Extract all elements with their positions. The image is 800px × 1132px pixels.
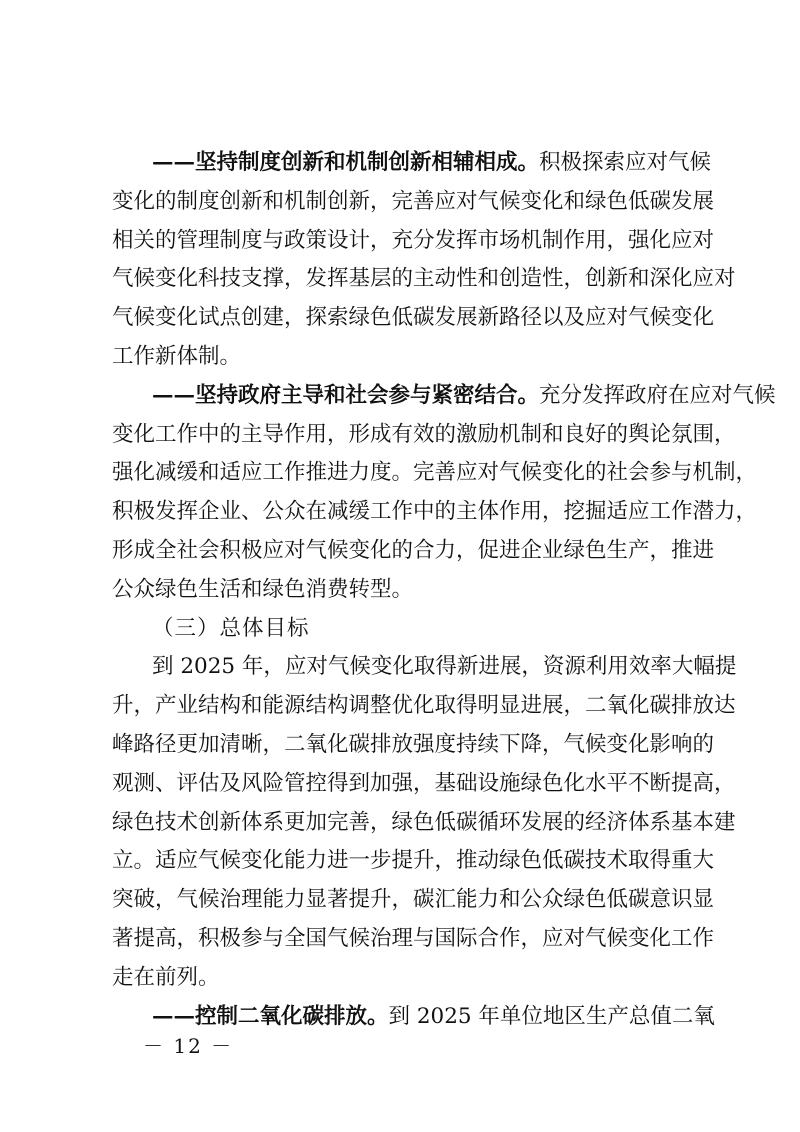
paragraph-line: 积极发挥企业、公众在减缓工作中的主体作用，挖掘适应工作潜力， xyxy=(112,499,758,525)
paragraph-line: 突破，气候治理能力显著提升，碳汇能力和公众绿色低碳意识显 xyxy=(112,887,715,913)
paragraph-line: 气候变化科技支撑，发挥基层的主动性和创造性，创新和深化应对 xyxy=(112,266,736,292)
paragraph-line: 气候变化试点创建，探索绿色低碳发展新路径以及应对气候变化 xyxy=(112,305,715,331)
paragraph-line: 升，产业结构和能源结构调整优化取得明显进展，二氧化碳排放达 xyxy=(112,693,736,719)
paragraph-line xyxy=(112,377,776,416)
paragraph-line: 变化的制度创新和机制创新，完善应对气候变化和绿色低碳发展 xyxy=(112,188,715,214)
paragraph-text: 到 2025 年单位地区生产总值二氧 xyxy=(388,1003,715,1029)
paragraph-line: 公众绿色生活和绿色消费转型。 xyxy=(112,576,414,602)
paragraph-line: 峰路径更加清晰，二氧化碳排放强度持续下降，气候变化影响的 xyxy=(112,731,715,757)
paragraph-line: 变化工作中的主导作用，形成有效的激励机制和良好的舆论氛围， xyxy=(112,421,736,447)
principle-heading: ——坚持政府主导和社会参与紧密结合。 xyxy=(152,382,540,408)
paragraph-line: 工作新体制。 xyxy=(112,343,242,369)
paragraph-line: 形成全社会积极应对气候变化的合力，促进企业绿色生产，推进 xyxy=(112,537,715,563)
document-body xyxy=(112,144,776,1036)
paragraph-line: 强化减缓和适应工作推进力度。完善应对气候变化的社会参与机制， xyxy=(112,460,758,486)
paragraph-line: 到 2025 年，应对气候变化取得新进展，资源利用效率大幅提 xyxy=(152,654,737,680)
paragraph-line xyxy=(112,144,712,183)
paragraph-line: 著提高，积极参与全国气候治理与国际合作，应对气候变化工作 xyxy=(112,925,715,951)
paragraph-line: 立。适应气候变化能力进一步提升，推动绿色低碳技术取得重大 xyxy=(112,848,715,874)
paragraph-text: 积极探索应对气候 xyxy=(539,150,712,175)
paragraph-line: 绿色技术创新体系更加完善，绿色低碳循环发展的经济体系基本建 xyxy=(112,809,736,835)
section-heading: （三）总体目标 xyxy=(152,615,310,641)
paragraph-line: 观测、评估及风险管控得到加强，基础设施绿色化水平不断提高， xyxy=(112,770,736,796)
page-number: － 12 － xyxy=(143,1034,234,1058)
paragraph-line: 相关的管理制度与政策设计，充分发挥市场机制作用，强化应对 xyxy=(112,227,715,253)
paragraph-line: 走在前列。 xyxy=(112,964,220,990)
principle-heading: ——坚持制度创新和机制创新相辅相成。 xyxy=(152,150,540,175)
paragraph-text: 充分发挥政府在应对气候 xyxy=(539,382,776,408)
principle-heading: ——控制二氧化碳排放。 xyxy=(152,1003,389,1029)
